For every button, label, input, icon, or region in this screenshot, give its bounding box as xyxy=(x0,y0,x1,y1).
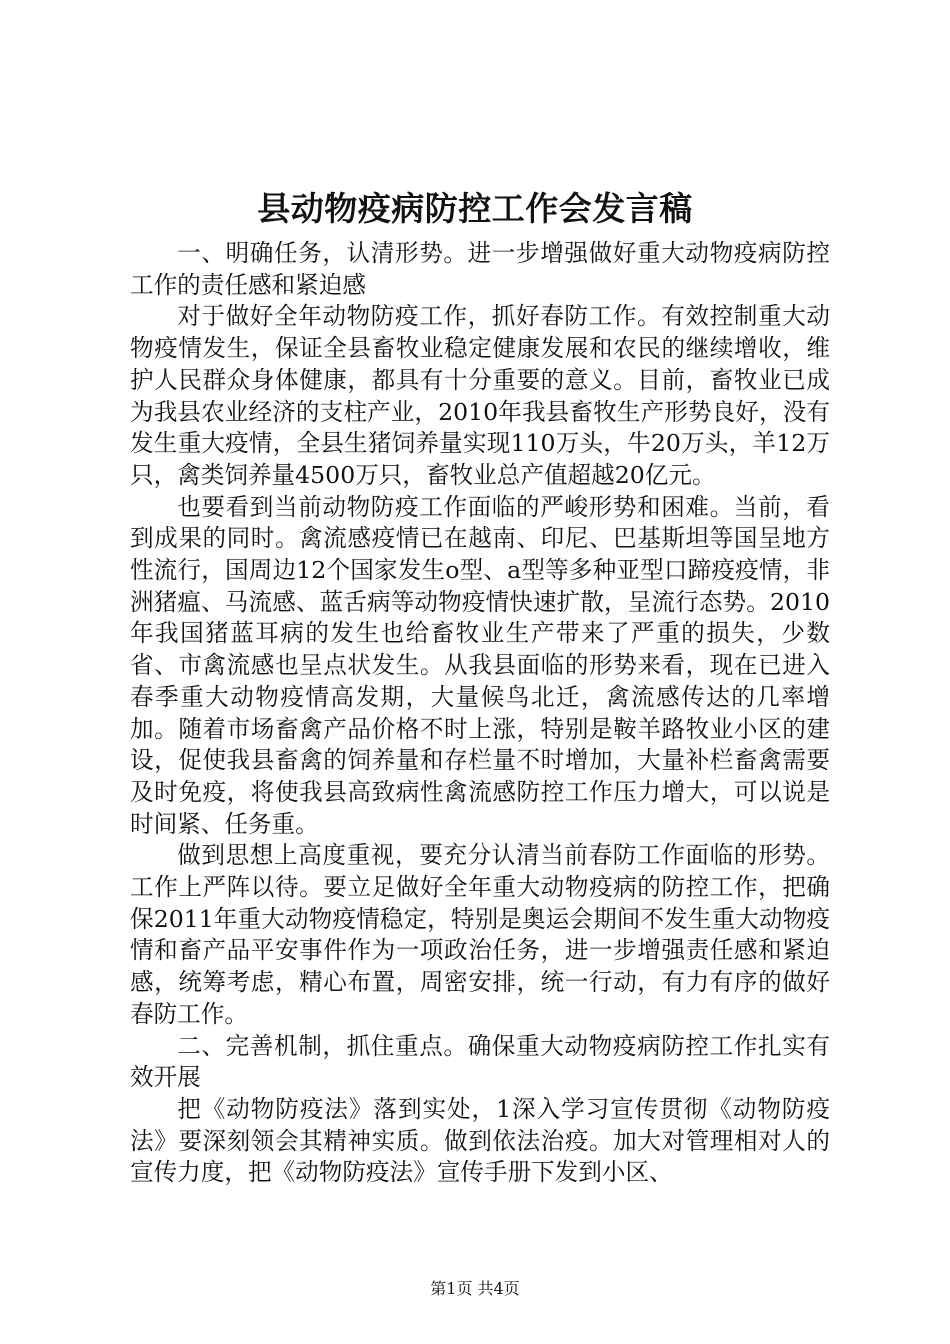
paragraph-5: 二、完善机制，抓住重点。确保重大动物疫病防控工作扎实有效开展 xyxy=(130,1031,830,1092)
paragraph-3: 也要看到当前动物防疫工作面临的严峻形势和困难。当前，看到成果的同时。禽流感疫情已在越南、印尼、巴基斯坦等国呈地方性流行，国周边12个国家发生o型、a型等多种亚型口蹄疫疫情，非洲猪瘟、马流感、蓝舌病等动物疫情快速扩散，呈流行态势。2010年我国猪蓝耳病的发生也给畜牧业生产带来了严重的损失，少数省、市禽流感也呈点状发生。从我县面临的形势来看，现在已进入春季重大动物疫情高发期，大量候鸟北迁，禽流感传达的几率增加。随着市场畜禽产品价格不时上涨，特别是鞍羊路牧业小区的建设，促使我县畜禽的饲养量和存栏量不时增加，大量补栏畜禽需要及时免疫，将使我县高致病性禽流感防控工作压力增大，可以说是时间紧、任务重。 xyxy=(130,492,830,838)
paragraph-4: 做到思想上高度重视，要充分认清当前春防工作面临的形势。工作上严阵以待。要立足做好全年重大动物疫病的防控工作，把确保2011年重大动物疫情稳定，特别是奥运会期间不发生重大动物疫情和畜产品平安事件作为一项政治任务，进一步增强责任感和紧迫感，统筹考虑，精心布置，周密安排，统一行动，有力有序的做好春防工作。 xyxy=(130,841,830,1028)
document-body xyxy=(130,238,830,1189)
paragraph-6: 把《动物防疫法》落到实处，1深入学习宣传贯彻《动物防疫法》要深刻领会其精神实质。做到依法治疫。加大对管理相对人的宣传力度，把《动物防疫法》宣传手册下发到小区、 xyxy=(130,1094,830,1187)
document-title: 县动物疫病防控工作会发言稿 xyxy=(257,189,693,228)
paragraph-2: 对于做好全年动物防疫工作，抓好春防工作。有效控制重大动物疫情发生，保证全县畜牧业稳定健康发展和农民的继续增收，维护人民群众身体健康，都具有十分重要的意义。目前，畜牧业已成为我县农业经济的支柱产业，2010年我县畜牧生产形势良好，没有发生重大疫情，全县生猪饲养量实现110万头，牛20万头，羊12万只，禽类饲养量4500万只，畜牧业总产值超越20亿元。 xyxy=(130,302,830,489)
paragraph-1: 一、明确任务，认清形势。进一步增强做好重大动物疫病防控工作的责任感和紧迫感 xyxy=(130,239,830,299)
page-number-footer: 第1页 共4页 xyxy=(430,1279,520,1298)
